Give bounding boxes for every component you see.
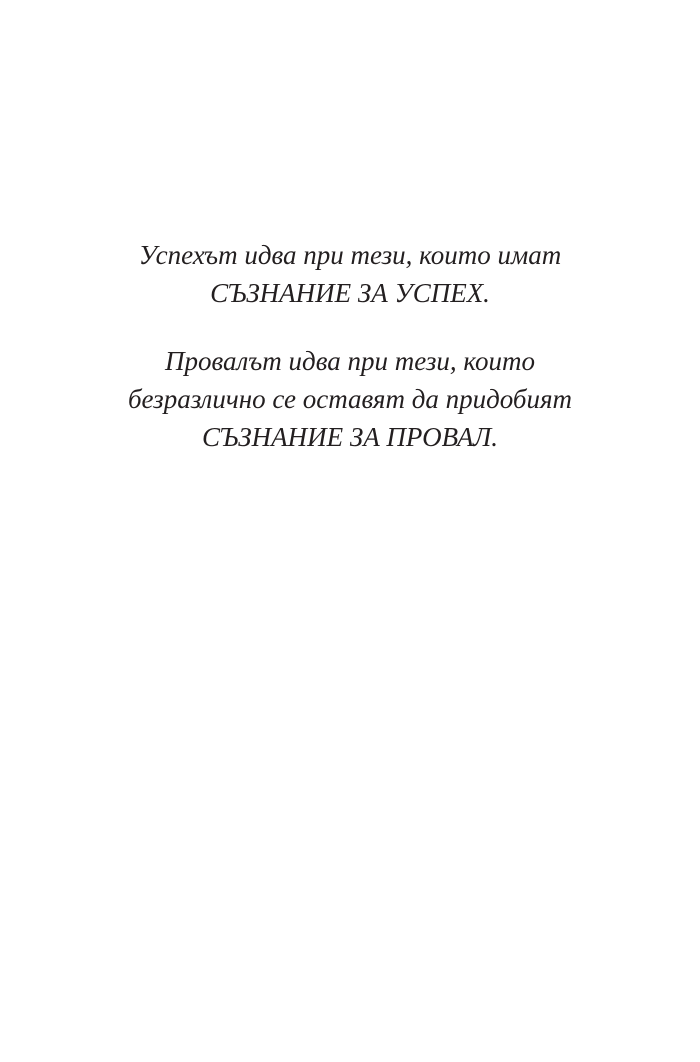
epigraph-line: безразлично се оставят да придобият xyxy=(127,384,573,414)
epigraph-stanza-failure xyxy=(0,342,700,456)
epigraph-line: Успехът идва при тези, които имат xyxy=(138,240,562,270)
epigraph-line: СЪЗНАНИЕ ЗА ПРОВАЛ. xyxy=(201,422,499,452)
epigraph-stanza-success xyxy=(0,236,700,312)
epigraph-line: Провалът идва при тези, които xyxy=(164,346,536,376)
epigraph xyxy=(0,236,700,456)
epigraph-line: СЪЗНАНИЕ ЗА УСПЕХ. xyxy=(210,278,490,308)
